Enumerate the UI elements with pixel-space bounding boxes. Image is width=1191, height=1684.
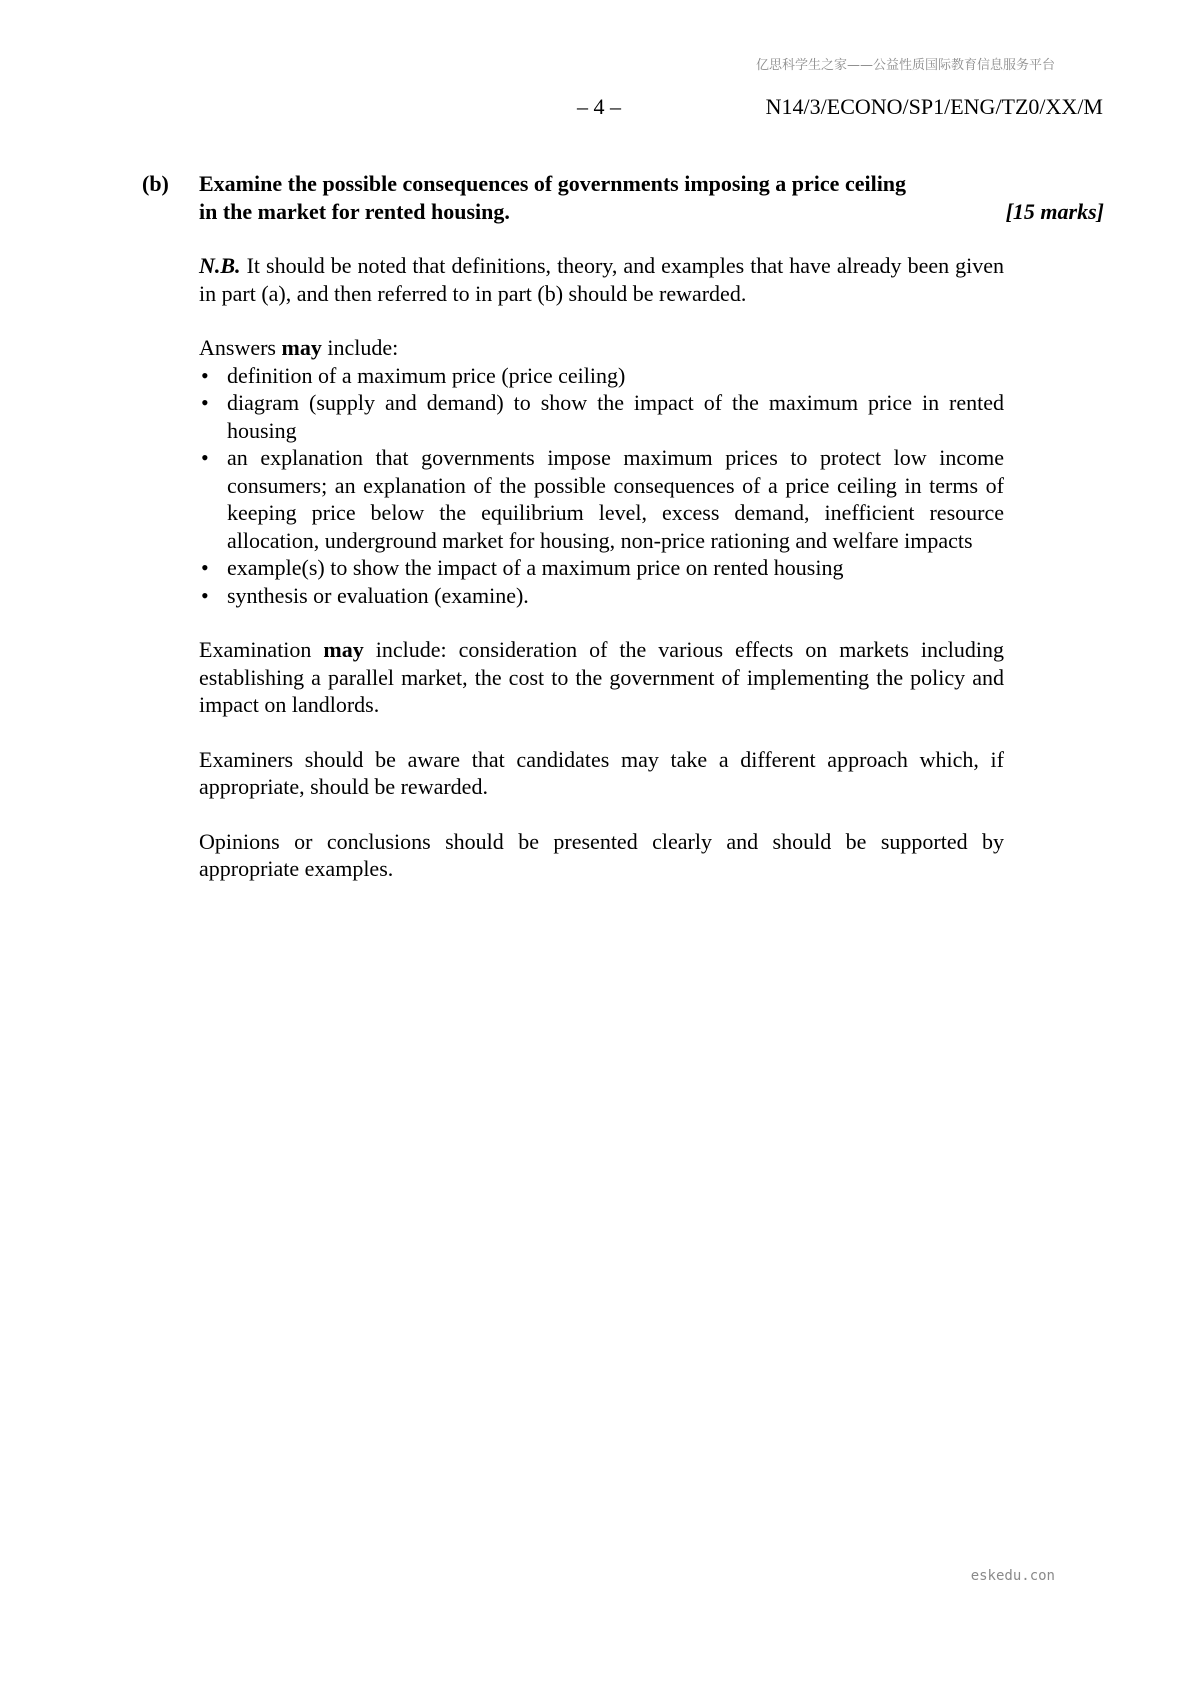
list-item <box>199 554 1004 582</box>
list-item <box>199 362 1004 390</box>
nb-paragraph <box>199 252 1004 307</box>
question-line-1: Examine the possible consequences of governments imposing a price ceiling <box>199 171 907 196</box>
opinions-note: Opinions or conclusions should be presented clearly and should be supported by appropriate examples. <box>199 828 1004 881</box>
examination-post: include: consideration of the various effects on markets including establishing a parallel market, the cost to the government of implementing the policy and impact on landlords. <box>199 637 1004 717</box>
question-line-2: in the market for rented housing. <box>199 198 510 224</box>
bullet-icon: • <box>201 445 209 470</box>
page-number: – 4 – <box>577 94 621 119</box>
examination-pre: Examination <box>199 637 324 662</box>
bullet-icon: • <box>201 555 209 580</box>
answers-intro <box>199 334 1004 362</box>
header-watermark: 亿思科学生之家——公益性质国际教育信息服务平台 <box>755 58 1055 73</box>
bullet-icon: • <box>201 362 209 388</box>
nb-text: It should be noted that definitions, theory, and examples that have already been given in part (a), and then referred to in part (b) should be rewarded. <box>199 253 1004 306</box>
list-item-text: an explanation that governments impose maximum prices to protect low income consumers; an explanation of the possible consequences of a price ceiling in terms of keeping price below the equilibrium level, excess demand, inefficient resource allocation, underground market for housing, non-price rationing and welfare impacts <box>227 445 1004 553</box>
list-item <box>199 444 1004 554</box>
footer-watermark: eskedu.con <box>970 1568 1055 1584</box>
examiners-note: Examiners should be aware that candidates may take a different approach which, if appropriate, should be rewarded. <box>199 746 1004 799</box>
list-item-text: definition of a maximum price (price ceiling) <box>227 362 626 388</box>
examination-paragraph <box>199 636 1004 719</box>
list-item <box>199 582 1004 610</box>
list-item-text: example(s) to show the impact of a maximum price on rented housing <box>227 555 844 580</box>
markscheme-content <box>142 170 1104 883</box>
bullet-icon: • <box>201 390 209 415</box>
bullet-icon: • <box>201 582 209 608</box>
question-label: (b) <box>142 171 169 196</box>
answers-list <box>199 362 1004 610</box>
list-item <box>199 389 1004 444</box>
answers-intro-pre: Answers <box>199 335 282 360</box>
answers-intro-post: include: <box>321 335 399 360</box>
nb-prefix: N.B. <box>199 253 241 278</box>
examination-bold: may <box>323 637 364 662</box>
list-item-text: diagram (supply and demand) to show the impact of the maximum price in rented housing <box>227 390 1004 443</box>
list-item-text: synthesis or evaluation (examine). <box>227 582 529 608</box>
question-heading <box>142 170 1104 198</box>
document-code: N14/3/ECONO/SP1/ENG/TZ0/XX/M <box>765 94 1103 119</box>
marks-allocation: [15 marks] <box>1005 198 1104 224</box>
question-row-2 <box>199 198 1104 226</box>
answers-intro-bold: may <box>281 335 322 360</box>
